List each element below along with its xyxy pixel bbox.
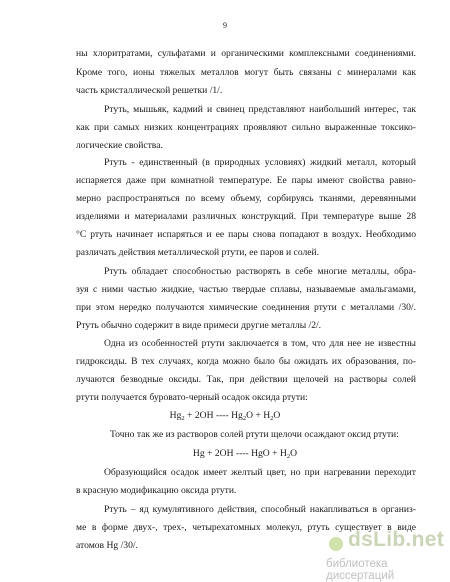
- text-line: лучаются безводные оксиды. Так, при действии щелочей на растворы солей: [76, 374, 416, 385]
- text-line: часть кристаллической решетки /1/.: [76, 85, 223, 96]
- text-line: испаряется даже при комнатной температуре. Ее пары имеют свойства равно-: [76, 175, 416, 186]
- text-line: Одна из особенностей ртути заключается в том, что для нее не известны: [104, 338, 416, 349]
- text-line: Ртуть, мышьяк, кадмий и свинец представляют наибольший интерес, так: [104, 104, 416, 115]
- page-number: 9: [223, 21, 227, 30]
- text-line: Кроме того, ионы тяжелых металлов могут быть связаны с минералами как: [76, 67, 416, 78]
- text-line: зуя с ними частью жидкие, частью твердые сплавы, называемые амальгамами,: [76, 284, 416, 295]
- text-line: Ртуть обычно содержит в виде примеси другие металлы /2/.: [76, 320, 322, 331]
- text-line: при этом нередко получаются химические соединения ртути с металлами /30/.: [76, 302, 416, 313]
- text-line: логические свойства.: [76, 140, 163, 151]
- watermark-brand: dsLib.net: [348, 528, 445, 551]
- text-line: Ртуть – яд кумулятивного действия, способный накапливаться в организ-: [104, 504, 416, 515]
- watermark-subtitle: библиотека диссертаций: [326, 558, 395, 582]
- text-line: Точно так же из растворов солей ртути щелочи осаждают оксид ртути:: [110, 429, 399, 440]
- chemical-formula: Hg + 2OH ---- HgO + $H_2O$: [192, 448, 298, 460]
- text-line: ны хлоритратами, сульфатами и органическими комплексными соединениями.: [76, 48, 416, 59]
- text-line: мерно распространяться по всему объему, сорбируясь тканями, деревянными: [76, 193, 416, 204]
- watermark-logo-icon: [329, 537, 343, 551]
- text-line: ртути получается буровато-черный осадок оксида ртути:: [76, 392, 308, 403]
- text-line: ме в форме двух-, трех-, четырехатомных молекул, ртуть существует в виде: [76, 522, 416, 533]
- text-line: °С ртуть начинает испаряться и ее пары снова попадают в воздух. Необходимо: [76, 229, 416, 240]
- text-line: атомов Hg /30/.: [76, 540, 138, 551]
- text-line: гидроксиды. В тех случаях, когда можно было бы ожидать их образования, по-: [76, 356, 416, 367]
- text-line: Образующийся осадок имеет желтый цвет, но при нагревании переходит: [104, 467, 416, 478]
- text-line: различать действия металлической ртути, ее паров и солей.: [76, 247, 320, 258]
- text-line: в красную модификацию оксида ртути.: [76, 485, 237, 496]
- chemical-formula: $Hg_2 + 2OH$ ---- $Hg_2O + H_2O$: [169, 410, 281, 422]
- text-line: Ртуть обладает способностью растворять в себе многие металлы, обра-: [104, 266, 416, 277]
- text-line: Ртуть - единственный (в природных условиях) жидкий металл, который: [104, 157, 416, 168]
- text-line: изделиями и материалами различных конструкций. При температуре выше 28: [76, 211, 416, 222]
- text-line: как при самых низких концентрациях проявляют сильно выраженные токсико-: [76, 122, 416, 133]
